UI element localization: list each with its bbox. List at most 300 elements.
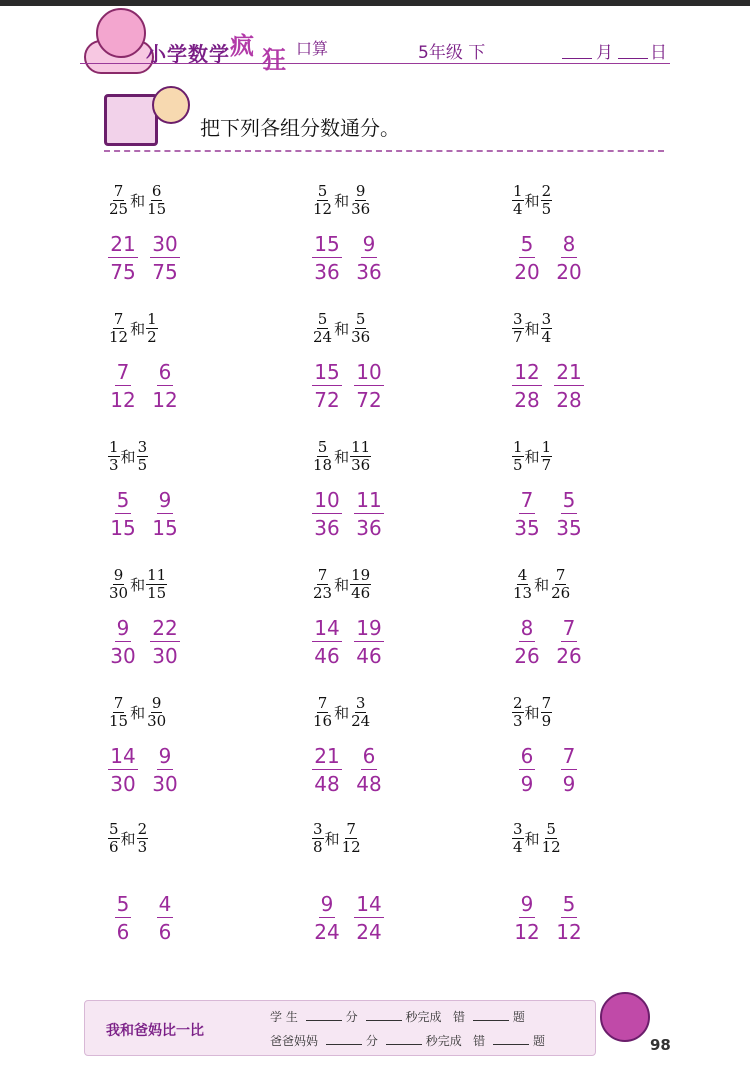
answer-fraction-numerator: 4: [158, 892, 172, 916]
question-pair: [108, 568, 167, 601]
answer-fraction-numerator: 30: [152, 232, 178, 256]
answer-fraction-denominator: 75: [152, 260, 178, 284]
answer-fraction-numerator: 6: [520, 744, 534, 768]
question-fraction: [350, 696, 371, 729]
footer-questions-unit: 题: [512, 1010, 525, 1024]
question-fraction-numerator: 1: [541, 438, 552, 456]
answer-fraction-denominator: 12: [152, 388, 178, 412]
answer-fraction-denominator: 15: [110, 516, 136, 540]
and-word: 和: [120, 830, 136, 848]
handwritten-answer: [512, 234, 596, 282]
question-pair: [512, 440, 552, 473]
answer-fraction-numerator: 11: [356, 488, 382, 512]
answer-fraction-numerator: 12: [514, 360, 540, 384]
student-seconds-blank[interactable]: [366, 1020, 402, 1021]
answer-fraction: [354, 234, 384, 282]
question-fraction: [312, 568, 333, 601]
parents-minutes-blank[interactable]: [326, 1044, 362, 1045]
answer-fraction-denominator: 36: [356, 260, 382, 284]
question-fraction: [512, 184, 524, 217]
question-fraction-numerator: 3: [541, 310, 552, 328]
question-fraction-denominator: 5: [137, 456, 148, 474]
answer-fraction: [512, 894, 542, 942]
handwritten-answer: [108, 894, 192, 942]
answer-fraction: [554, 618, 584, 666]
answer-fraction-denominator: 9: [562, 772, 576, 796]
question-fraction-denominator: 3: [137, 838, 148, 856]
answer-fraction-denominator: 30: [152, 644, 178, 668]
question-fraction: [512, 312, 524, 345]
question-fraction-numerator: 7: [317, 694, 328, 712]
question-fraction-numerator: 3: [137, 438, 148, 456]
question-fraction-numerator: 7: [113, 182, 124, 200]
answer-fraction: [150, 618, 180, 666]
handwritten-answer: [108, 746, 192, 794]
answer-fraction: [512, 746, 542, 794]
question-pair: [108, 822, 148, 855]
question-fraction: [108, 568, 129, 601]
answer-fraction: [108, 618, 138, 666]
grade-label: 5年级 下: [418, 43, 486, 63]
question-fraction-denominator: 2: [147, 328, 157, 346]
question-fraction: [350, 184, 371, 217]
instruction: 把下列各组分数通分。: [200, 116, 400, 140]
answer-fraction: [354, 362, 384, 410]
answer-fraction: [312, 362, 342, 410]
answer-fraction: [554, 746, 584, 794]
question-fraction: [137, 440, 149, 473]
question-fraction-numerator: 3: [313, 820, 323, 838]
question-fraction: [146, 696, 167, 729]
and-word: 和: [324, 830, 340, 848]
and-word: 和: [334, 320, 350, 338]
answer-fraction: [512, 234, 542, 282]
question-fraction-numerator: 2: [137, 820, 148, 838]
answer-fraction: [150, 746, 180, 794]
answer-fraction-denominator: 36: [314, 516, 340, 540]
question-pair: [312, 440, 371, 473]
question-fraction-numerator: 3: [513, 310, 523, 328]
answer-fraction: [108, 234, 138, 282]
and-word: 和: [524, 704, 540, 722]
question-fraction: [350, 440, 371, 473]
answer-fraction-denominator: 72: [314, 388, 340, 412]
question-fraction-denominator: 15: [147, 584, 167, 602]
answer-fraction-numerator: 5: [520, 232, 534, 256]
and-word: 和: [334, 576, 350, 594]
answer-fraction-denominator: 46: [314, 644, 340, 668]
answer-fraction: [312, 618, 342, 666]
question-fraction-denominator: 8: [313, 838, 323, 856]
handwritten-answer: [312, 894, 396, 942]
question-fraction-denominator: 25: [109, 200, 129, 218]
answer-fraction-denominator: 6: [158, 920, 172, 944]
kid-icon: [152, 86, 190, 124]
question-fraction: [108, 440, 120, 473]
answer-fraction: [108, 490, 138, 538]
footer-row-parents: [270, 1032, 545, 1049]
answer-fraction-denominator: 36: [314, 260, 340, 284]
and-word: 和: [334, 704, 350, 722]
series-prefix: 小学数学: [146, 42, 230, 66]
question-fraction-denominator: 30: [109, 584, 129, 602]
question-fraction: [108, 184, 129, 217]
month-label: 月: [596, 43, 613, 63]
answer-fraction-numerator: 5: [116, 488, 130, 512]
question-pair: [108, 440, 148, 473]
question-fraction: [350, 312, 371, 345]
handwritten-answer: [512, 618, 596, 666]
answer-fraction-numerator: 7: [562, 616, 576, 640]
handwritten-answer: [312, 234, 396, 282]
title-char-1: 疯: [230, 32, 254, 60]
question-fraction-denominator: 6: [109, 838, 119, 856]
answer-fraction: [554, 490, 584, 538]
question-fraction-numerator: 19: [351, 566, 371, 584]
answer-fraction-denominator: 35: [556, 516, 582, 540]
question-fraction-denominator: 15: [109, 712, 129, 730]
answer-fraction: [512, 618, 542, 666]
question-fraction-denominator: 12: [541, 838, 561, 856]
question-fraction-denominator: 36: [351, 456, 371, 474]
parents-errors-blank[interactable]: [493, 1044, 529, 1045]
question-fraction-numerator: 2: [541, 182, 552, 200]
page-number: 98: [650, 1036, 671, 1054]
question-fraction: [541, 696, 553, 729]
question-fraction: [550, 568, 571, 601]
answer-fraction-numerator: 10: [314, 488, 340, 512]
answer-fraction-denominator: 12: [556, 920, 582, 944]
question-fraction: [312, 312, 333, 345]
question-fraction: [350, 568, 371, 601]
and-word: 和: [524, 320, 540, 338]
parents-seconds-blank[interactable]: [386, 1044, 422, 1045]
header-rule: [80, 63, 670, 64]
answer-fraction-numerator: 14: [356, 892, 382, 916]
question-fraction: [146, 312, 158, 345]
month-blank[interactable]: [562, 58, 592, 59]
question-fraction-numerator: 7: [541, 694, 552, 712]
question-fraction-denominator: 24: [351, 712, 371, 730]
and-word: 和: [130, 576, 146, 594]
question-fraction-numerator: 5: [109, 820, 119, 838]
question-fraction-denominator: 7: [541, 456, 552, 474]
handwritten-answer: [108, 362, 192, 410]
day-label: 日: [650, 43, 667, 63]
question-fraction-numerator: 9: [151, 694, 162, 712]
student-minutes-blank[interactable]: [306, 1020, 342, 1021]
answer-fraction-denominator: 35: [514, 516, 540, 540]
answer-fraction: [150, 234, 180, 282]
question-fraction-numerator: 2: [513, 694, 523, 712]
question-fraction-numerator: 4: [517, 566, 528, 584]
answer-fraction-numerator: 5: [562, 892, 576, 916]
footer-wrong-unit: 错: [452, 1010, 465, 1024]
question-fraction-denominator: 18: [313, 456, 333, 474]
answer-fraction-numerator: 8: [520, 616, 534, 640]
question-fraction-denominator: 36: [351, 200, 371, 218]
answer-fraction-numerator: 5: [562, 488, 576, 512]
question-fraction-numerator: 5: [317, 310, 328, 328]
question-pair: [512, 184, 552, 217]
question-fraction-numerator: 5: [317, 438, 328, 456]
question-fraction-denominator: 23: [313, 584, 333, 602]
question-fraction: [541, 440, 553, 473]
answer-fraction-denominator: 28: [556, 388, 582, 412]
footer-student-label: 学 生: [270, 1010, 298, 1024]
and-word: 和: [334, 448, 350, 466]
footer-title: 我和爸妈比一比: [106, 1023, 204, 1039]
answer-fraction-denominator: 75: [110, 260, 136, 284]
answer-fraction-numerator: 8: [562, 232, 576, 256]
question-fraction-denominator: 30: [147, 712, 167, 730]
and-word: 和: [524, 448, 540, 466]
answer-fraction-numerator: 15: [314, 360, 340, 384]
answer-fraction: [150, 894, 180, 942]
question-fraction: [108, 696, 129, 729]
answer-fraction: [512, 490, 542, 538]
question-fraction-denominator: 4: [541, 328, 552, 346]
answer-fraction-denominator: 48: [356, 772, 382, 796]
answer-fraction-numerator: 7: [116, 360, 130, 384]
question-fraction-numerator: 7: [113, 310, 124, 328]
question-pair: [312, 696, 371, 729]
title-char-2: 狂: [262, 46, 286, 74]
question-fraction-numerator: 11: [147, 566, 167, 584]
question-fraction-denominator: 9: [541, 712, 552, 730]
question-fraction-numerator: 9: [113, 566, 124, 584]
answer-fraction: [512, 362, 542, 410]
and-word: 和: [534, 576, 550, 594]
question-fraction-denominator: 3: [109, 456, 119, 474]
question-fraction: [312, 822, 324, 855]
answer-fraction-denominator: 12: [110, 388, 136, 412]
question-fraction: [312, 696, 333, 729]
question-fraction-denominator: 5: [541, 200, 552, 218]
footer-wrong-unit: 错: [473, 1034, 486, 1048]
question-fraction-numerator: 1: [147, 310, 157, 328]
answer-fraction: [312, 894, 342, 942]
and-word: 和: [334, 192, 350, 210]
title-suffix: 口算: [296, 39, 329, 58]
question-fraction-numerator: 5: [546, 820, 556, 838]
and-word: 和: [130, 320, 146, 338]
answer-fraction: [354, 746, 384, 794]
answer-fraction-numerator: 15: [314, 232, 340, 256]
question-pair: [312, 184, 371, 217]
and-word: 和: [130, 704, 146, 722]
question-fraction-denominator: 12: [109, 328, 129, 346]
answer-fraction-numerator: 7: [562, 744, 576, 768]
handwritten-answer: [108, 490, 192, 538]
answer-fraction-numerator: 9: [362, 232, 376, 256]
question-fraction-denominator: 12: [313, 200, 333, 218]
question-fraction: [108, 312, 129, 345]
answer-fraction-denominator: 30: [152, 772, 178, 796]
question-fraction-numerator: 9: [355, 182, 366, 200]
answer-fraction: [554, 894, 584, 942]
question-fraction-numerator: 7: [346, 820, 356, 838]
footer-min-unit: 分: [345, 1010, 358, 1024]
answer-fraction-denominator: 30: [110, 772, 136, 796]
answer-fraction-denominator: 15: [152, 516, 178, 540]
answer-fraction-numerator: 6: [158, 360, 172, 384]
question-fraction-denominator: 4: [513, 838, 523, 856]
footer-sec-unit: 秒完成: [425, 1034, 462, 1048]
question-fraction-numerator: 3: [355, 694, 366, 712]
answer-fraction-denominator: 20: [556, 260, 582, 284]
question-fraction-denominator: 12: [341, 838, 361, 856]
question-fraction: [146, 568, 167, 601]
answer-fraction: [354, 618, 384, 666]
question-fraction-denominator: 7: [513, 328, 523, 346]
question-pair: [512, 568, 571, 601]
answer-fraction: [108, 894, 138, 942]
answer-fraction-denominator: 6: [116, 920, 130, 944]
question-pair: [312, 822, 362, 855]
answer-fraction-numerator: 9: [158, 488, 172, 512]
question-fraction: [541, 184, 553, 217]
question-pair: [108, 312, 158, 345]
question-fraction: [541, 312, 553, 345]
answer-fraction-numerator: 14: [314, 616, 340, 640]
answer-fraction-denominator: 46: [356, 644, 382, 668]
question-fraction-numerator: 1: [513, 438, 523, 456]
answer-fraction-numerator: 19: [356, 616, 382, 640]
question-fraction-numerator: 7: [317, 566, 328, 584]
question-fraction-denominator: 16: [313, 712, 333, 730]
chalkboard-icon: [104, 94, 158, 146]
footer-row-student: [270, 1008, 525, 1025]
answer-fraction: [108, 746, 138, 794]
and-word: 和: [524, 830, 540, 848]
question-fraction: [312, 184, 333, 217]
answer-fraction-numerator: 21: [110, 232, 136, 256]
question-fraction-denominator: 5: [513, 456, 523, 474]
answer-fraction-numerator: 21: [556, 360, 582, 384]
answer-fraction: [312, 746, 342, 794]
answer-fraction-numerator: 14: [110, 744, 136, 768]
mascot-head-icon: [96, 8, 146, 58]
question-fraction-denominator: 36: [351, 328, 371, 346]
and-word: 和: [130, 192, 146, 210]
dashed-divider: [104, 150, 664, 152]
question-fraction-denominator: 15: [147, 200, 167, 218]
answer-fraction: [354, 490, 384, 538]
answer-fraction-denominator: 36: [356, 516, 382, 540]
question-fraction-numerator: 5: [355, 310, 366, 328]
question-pair: [108, 184, 167, 217]
question-fraction-denominator: 13: [513, 584, 533, 602]
answer-fraction-numerator: 7: [520, 488, 534, 512]
answer-fraction-denominator: 72: [356, 388, 382, 412]
question-fraction: [312, 440, 333, 473]
question-fraction: [512, 822, 524, 855]
question-fraction-denominator: 26: [551, 584, 571, 602]
footer-min-unit: 分: [365, 1034, 378, 1048]
answer-fraction: [150, 490, 180, 538]
question-fraction: [512, 696, 524, 729]
top-strip: [0, 0, 750, 6]
answer-fraction-denominator: 24: [314, 920, 340, 944]
answer-fraction-denominator: 30: [110, 644, 136, 668]
question-fraction-numerator: 11: [351, 438, 371, 456]
question-fraction: [541, 822, 562, 855]
handwritten-answer: [108, 618, 192, 666]
answer-fraction-numerator: 22: [152, 616, 178, 640]
and-word: 和: [524, 192, 540, 210]
question-pair: [512, 822, 562, 855]
answer-fraction: [150, 362, 180, 410]
question-fraction-numerator: 6: [151, 182, 162, 200]
answer-fraction: [108, 362, 138, 410]
answer-fraction-numerator: 9: [116, 616, 130, 640]
question-pair: [512, 696, 552, 729]
question-fraction-numerator: 5: [317, 182, 328, 200]
student-errors-blank[interactable]: [473, 1020, 509, 1021]
handwritten-answer: [512, 894, 596, 942]
answer-fraction-denominator: 9: [520, 772, 534, 796]
question-fraction-denominator: 3: [513, 712, 523, 730]
footer-parents-label: 爸爸妈妈: [270, 1034, 319, 1048]
answer-fraction-denominator: 26: [514, 644, 540, 668]
question-fraction: [512, 568, 533, 601]
answer-fraction-denominator: 48: [314, 772, 340, 796]
handwritten-answer: [512, 362, 596, 410]
footer-questions-unit: 题: [533, 1034, 546, 1048]
question-fraction: [146, 184, 167, 217]
question-fraction-numerator: 1: [513, 182, 523, 200]
answer-fraction-numerator: 21: [314, 744, 340, 768]
answer-fraction-denominator: 24: [356, 920, 382, 944]
question-fraction-denominator: 46: [351, 584, 371, 602]
answer-fraction-denominator: 26: [556, 644, 582, 668]
answer-fraction: [312, 234, 342, 282]
handwritten-answer: [512, 746, 596, 794]
answer-fraction-numerator: 9: [320, 892, 334, 916]
badge-icon: [600, 992, 650, 1042]
answer-fraction: [312, 490, 342, 538]
answer-fraction-denominator: 12: [514, 920, 540, 944]
answer-fraction-numerator: 5: [116, 892, 130, 916]
question-pair: [312, 568, 371, 601]
question-fraction: [137, 822, 149, 855]
question-fraction-denominator: 24: [313, 328, 333, 346]
handwritten-answer: [312, 362, 396, 410]
answer-fraction-numerator: 6: [362, 744, 376, 768]
question-pair: [312, 312, 371, 345]
answer-fraction-numerator: 10: [356, 360, 382, 384]
question-fraction-numerator: 7: [555, 566, 566, 584]
answer-fraction-numerator: 9: [158, 744, 172, 768]
footer-sec-unit: 秒完成: [405, 1010, 442, 1024]
day-blank[interactable]: [618, 58, 648, 59]
question-fraction-numerator: 3: [513, 820, 523, 838]
question-fraction: [512, 440, 524, 473]
handwritten-answer: [312, 618, 396, 666]
question-pair: [512, 312, 552, 345]
answer-fraction-denominator: 20: [514, 260, 540, 284]
answer-fraction: [554, 362, 584, 410]
and-word: 和: [120, 448, 136, 466]
handwritten-answer: [108, 234, 192, 282]
answer-fraction: [354, 894, 384, 942]
question-pair: [108, 696, 167, 729]
handwritten-answer: [512, 490, 596, 538]
answer-fraction-denominator: 28: [514, 388, 540, 412]
question-fraction: [108, 822, 120, 855]
handwritten-answer: [312, 746, 396, 794]
